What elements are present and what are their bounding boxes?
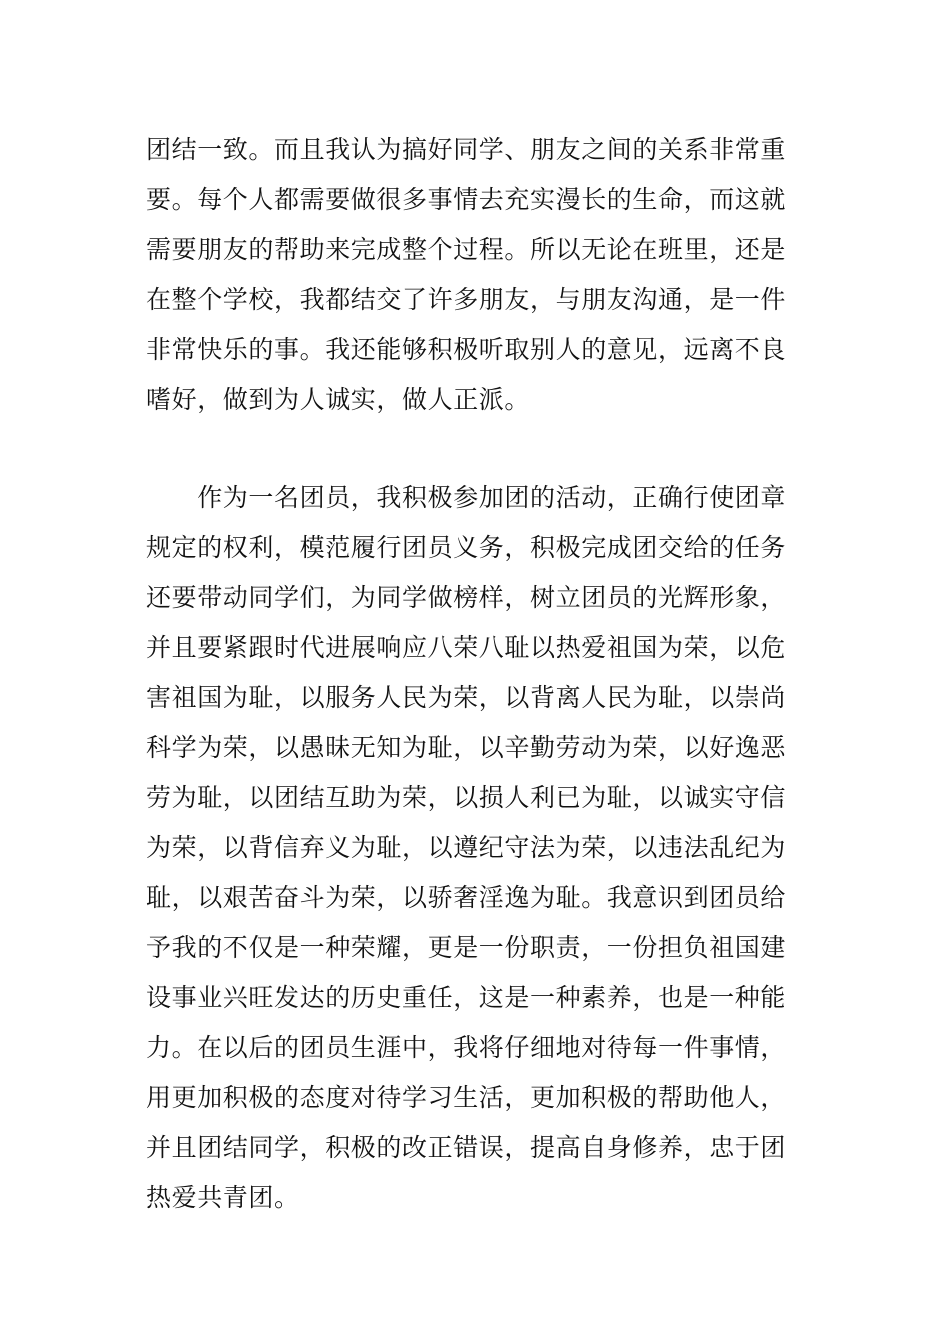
paragraph-1 [146,125,806,425]
text-line: 害祖国为耻，以服务人民为荣，以背离人民为耻，以崇尚 [146,683,787,712]
text-line: 嗜好，做到为人诚实，做人正派。 [146,385,531,414]
paragraph-2 [146,473,806,1223]
text-line: 并且团结同学，积极的改正错误，提高自身修养，忠于团 [146,1133,787,1162]
text-line: 需要朋友的帮助来完成整个过程。所以无论在班里，还是 [146,235,787,264]
text-line: 力。在以后的团员生涯中，我将仔细地对待每一件事情， [146,1033,787,1062]
text-line: 团结一致。而且我认为搞好同学、朋友之间的关系非常重 [146,135,787,164]
text-line: 规定的权利，模范履行团员义务，积极完成团交给的任务 [146,533,787,562]
text-line: 科学为荣，以愚昧无知为耻，以辛勤劳动为荣，以好逸恶 [146,733,787,762]
text-line: 用更加积极的态度对待学习生活，更加积极的帮助他人， [146,1083,787,1112]
text-line: 劳为耻，以团结互助为荣，以损人利已为耻，以诚实守信 [146,783,787,812]
text-line: 为荣，以背信弃义为耻，以遵纪守法为荣，以违法乱纪为 [146,833,787,862]
text-line: 耻，以艰苦奋斗为荣，以骄奢淫逸为耻。我意识到团员给 [146,883,787,912]
text-line: 予我的不仅是一种荣耀，更是一份职责，一份担负祖国建 [146,933,787,962]
text-line: 要。每个人都需要做很多事情去充实漫长的生命，而这就 [146,185,787,214]
text-line: 并且要紧跟时代进展响应八荣八耻以热爱祖国为荣，以危 [146,633,787,662]
text-line: 热爱共青团。 [146,1183,300,1212]
text-line: 设事业兴旺发达的历史重任，这是一种素养，也是一种能 [146,983,787,1012]
text-line: 还要带动同学们，为同学做榜样，树立团员的光辉形象， [146,583,787,612]
text-line: 在整个学校，我都结交了许多朋友，与朋友沟通，是一件 [146,285,787,314]
text-line: 非常快乐的事。我还能够积极听取别人的意见，远离不良 [146,335,787,364]
text-line: 作为一名团员，我积极参加团的活动，正确行使团章 [146,483,787,512]
